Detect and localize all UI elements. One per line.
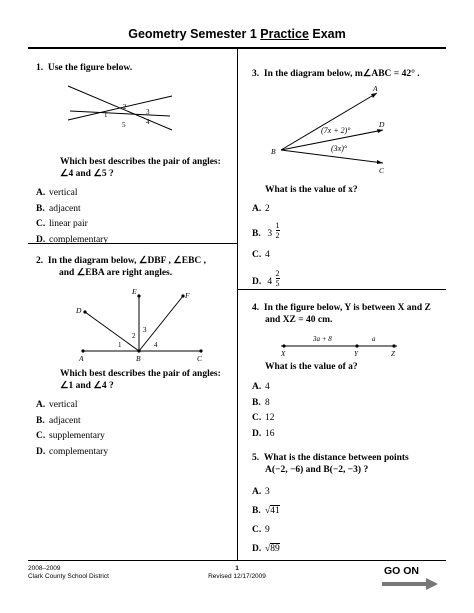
q2-point-c (199, 349, 202, 352)
q4-label-z: Z (391, 350, 395, 358)
q2-label-d: D (76, 306, 82, 315)
q2-label-c: C (197, 354, 203, 363)
q5-option-a[interactable]: A. 3 (252, 487, 270, 497)
sqrt-icon: √ (265, 506, 271, 516)
q3-ray-ba (281, 93, 377, 150)
q4-prompt: 4. In the figure below, Y is between X and Z and XZ = 40 cm. (252, 303, 431, 325)
q2-angle-label-2: 2 (132, 332, 136, 340)
q3-options (252, 203, 280, 295)
q3-label-a: A (373, 84, 378, 93)
q3-arrow-a (371, 93, 377, 98)
q3-figure (265, 82, 400, 177)
q2-option-a[interactable]: A. vertical (36, 400, 78, 410)
q2-point-e (137, 294, 140, 297)
q3-option-c[interactable]: C. 4 (252, 250, 270, 260)
q4-option-c[interactable]: C. 12 (252, 413, 275, 423)
q2-ray-bd (85, 312, 139, 351)
footer-left: 2008–2009 Clark County School District (28, 565, 109, 580)
q1-figure (60, 78, 180, 138)
footer-center: 1 Revised 12/17/2009 (208, 565, 266, 580)
q2-label-a: A (79, 354, 84, 363)
q5-options (252, 486, 280, 562)
q2-options (36, 398, 108, 460)
q2-point-a (81, 349, 84, 352)
go-on-badge (384, 565, 419, 577)
q2-label-e: E (132, 287, 137, 296)
q2-option-c[interactable]: C. supplementary (36, 431, 105, 441)
q2-angle-label-1: 1 (118, 341, 122, 349)
q2-ray-bf (139, 296, 183, 351)
go-on-text: GO ON (384, 565, 420, 577)
q2-point-d (83, 310, 86, 313)
go-on-arrow-icon (382, 578, 440, 590)
q1-prompt: 1. Use the figure below. (36, 63, 133, 73)
q4-options (252, 380, 275, 442)
q4-point-y (355, 344, 358, 347)
q1-options (36, 186, 108, 248)
q1-question: Which best describes the pair of angles: ∠4 and ∠5 ? (60, 157, 221, 179)
q1-option-c[interactable]: C. linear pair (36, 219, 88, 229)
q2-prompt: 2. In the diagram below, ∠DBF , ∠EBC , and ∠EBA are right angles. (36, 256, 207, 278)
q2-angle-label-3: 3 (143, 326, 147, 334)
q1-angle-label-5: 5 (122, 121, 126, 129)
q3-label-d: D (379, 120, 385, 129)
q2-label-f: F (185, 291, 190, 300)
q2-option-d[interactable]: D. complementary (36, 446, 109, 457)
q4-option-d[interactable]: D. 16 (252, 428, 275, 439)
q1-angle-label-2: 2 (123, 103, 127, 111)
q1-line-3 (70, 111, 170, 116)
q2-question: Which best describes the pair of angles: ∠1 and ∠4 ? (60, 369, 221, 391)
q2-label-b: B (136, 354, 141, 363)
q4-label-x: X (281, 350, 286, 358)
q2-figure (75, 284, 210, 364)
q1-angle-label-3: 3 (146, 108, 150, 116)
q4-question: What is the value of a? (265, 362, 358, 372)
q5-option-b[interactable]: B. √41 (252, 506, 280, 516)
q5-prompt: 5. What is the distance between points A(−2, −6) and B(−2, −3) ? (252, 453, 409, 475)
q3-prompt: 3. In the diagram below, m∠ABC = 42° . (252, 69, 420, 79)
q3-expr-2: (3x)° (331, 144, 348, 153)
q3-label-c: C (379, 166, 385, 175)
q3-arrow-c (377, 160, 383, 164)
q4-label-y: Y (354, 350, 358, 358)
q4-seg-label-2: a (372, 335, 376, 343)
q4-point-z (392, 344, 395, 347)
q5-option-d[interactable]: D. √89 (252, 544, 280, 554)
q4-figure (275, 330, 405, 358)
q3-expr-1: (7x + 2)° (321, 126, 351, 135)
page-title: Geometry Semester 1 Practice Exam (128, 27, 346, 41)
q2-option-b[interactable]: B. adjacent (36, 415, 81, 426)
q4-point-x (282, 344, 285, 347)
bottom-rule (28, 560, 446, 561)
sqrt-icon: √ (265, 544, 271, 554)
q1-angle-label-4: 4 (146, 118, 150, 126)
q3-label-b: B (271, 147, 276, 156)
q4-option-a[interactable]: A. 4 (252, 382, 270, 392)
q2-point-b (137, 349, 140, 352)
q1-line-2 (68, 96, 172, 120)
q1-option-a[interactable]: A. vertical (36, 188, 78, 198)
q3-question: What is the value of x? (265, 185, 358, 195)
q5-option-c[interactable]: C. 9 (252, 525, 270, 535)
q4-seg-label-1: 3a + 8 (313, 335, 332, 343)
q1-option-b[interactable]: B. adjacent (36, 203, 81, 214)
q3-option-a[interactable]: A. 2 (252, 204, 270, 214)
q3-option-d[interactable]: D. 4 $\frac{2}{5}$ (252, 269, 280, 288)
column-divider (237, 48, 238, 560)
q1-option-d[interactable]: D. complementary (36, 234, 109, 245)
q1-angle-label-1: 1 (104, 111, 108, 119)
q4-option-b[interactable]: B. 8 (252, 397, 270, 408)
q3-arrow-d (377, 129, 383, 133)
q2-angle-label-4: 4 (154, 341, 158, 349)
q3-option-b[interactable]: B. 3 $\frac{1}{2}$ (252, 221, 280, 240)
